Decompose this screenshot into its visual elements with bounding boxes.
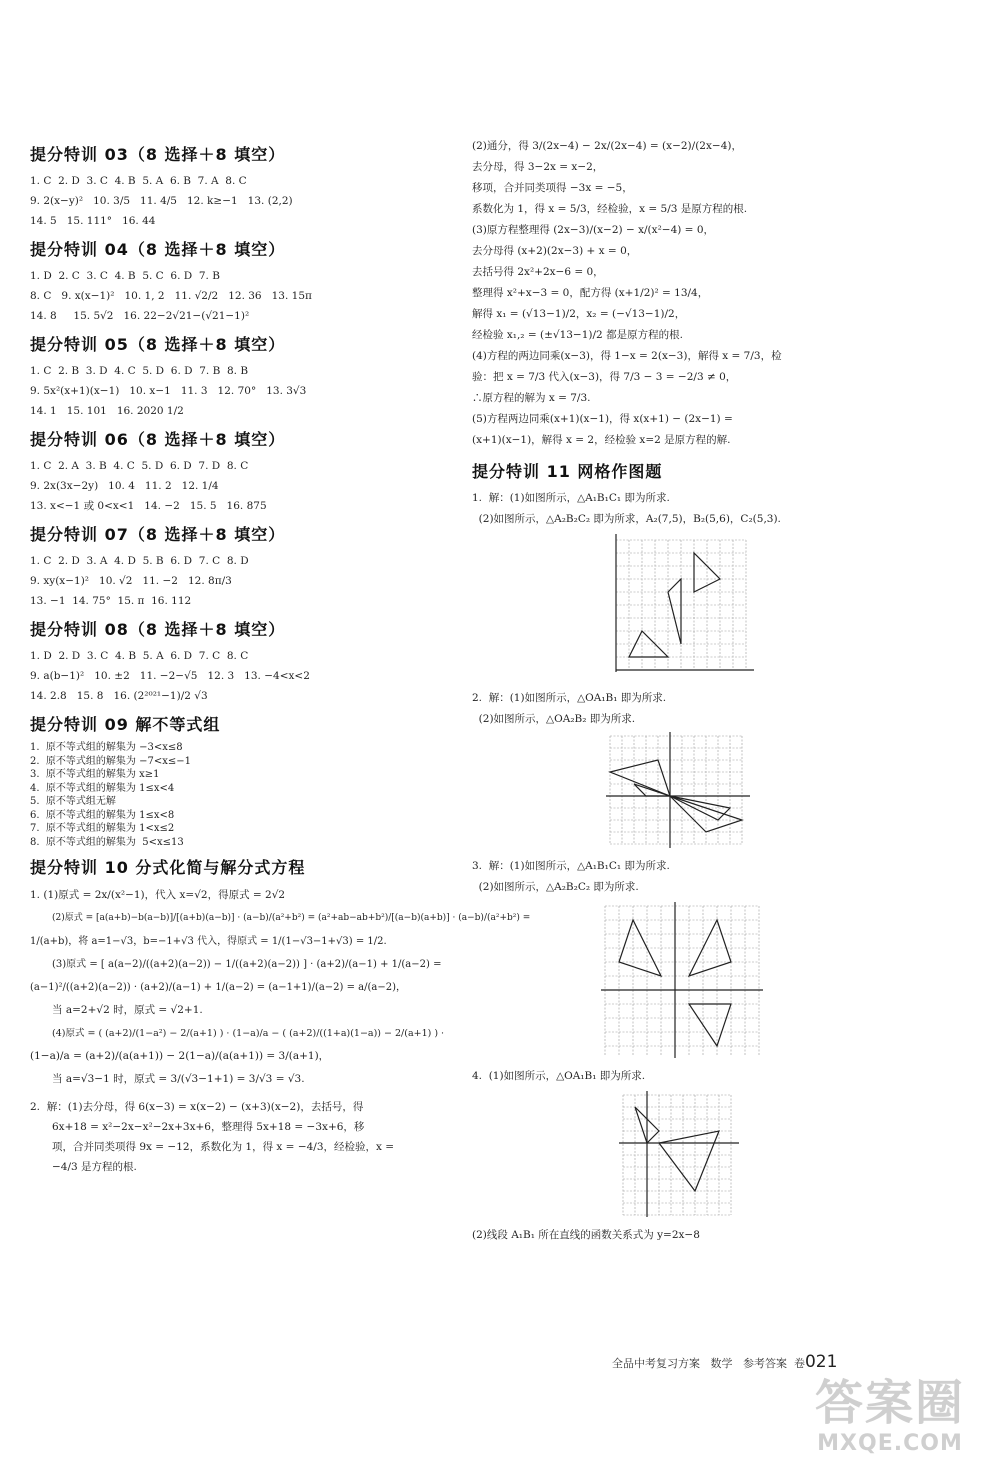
answer-line: 去分母，得 3−2x = x−2， <box>472 161 604 173</box>
answer-line: 移项，合并同类项得 −3x = −5， <box>472 182 633 194</box>
answer-line: 14. 8 15. 5√2 16. 22−2√21−(√21−1)² <box>30 310 250 322</box>
answer-line: (a−1)²/((a+2)(a−2)) · (a+2)/(a−1) + 1/(a−2) = (a−1+1)/(a−2) = a/(a−2)， <box>30 982 407 993</box>
answer-line: (5)方程两边同乘(x+1)(x−1)，得 x(x+1) − (2x−1) = <box>472 413 733 425</box>
answer-line: 当 a=√3−1 时，原式 = 3/(√3−1+1) = 3/√3 = √3. <box>52 1073 305 1085</box>
section-11 <box>472 459 912 1246</box>
grid-figure-4-svg <box>617 1089 747 1219</box>
answer-line: 经检验 x₁,₂ = (±√13−1)/2 都是原方程的根. <box>472 329 683 341</box>
answer-line: 9. 2x(3x−2y) 10. 4 11. 2 12. 1/4 <box>30 480 219 492</box>
answer-line: 项，合并同类项得 9x = −12，系数化为 1，得 x = −4/3，经检验，x = <box>52 1141 395 1153</box>
answer-line: 2. 解：(1)去分母，得 6(x−3) = x(x−2) − (x+3)(x−2)，去括号，得 <box>30 1101 364 1113</box>
answer-line: 13. x<−1 或 0<x<1 14. −2 15. 5 16. 875 <box>30 500 267 512</box>
answer-line: 9. xy(x−1)² 10. √2 11. −2 12. 8π/3 <box>30 575 232 587</box>
answer-line: 3. 解：(1)如图所示，△A₁B₁C₁ 即为所求. <box>472 860 670 872</box>
answer-line: 8. 原不等式组的解集为 5<x≤13 <box>30 836 184 848</box>
answer-line: 13. −1 14. 75° 15. π 16. 112 <box>30 595 192 607</box>
answer-line: 当 a=2+√2 时，原式 = √2+1. <box>52 1004 203 1016</box>
grid-figure-2-svg <box>602 732 752 850</box>
section-title: 提分特训 05（8 选择＋8 填空） <box>30 335 286 354</box>
section-05 <box>30 332 460 421</box>
answer-line: −4/3 是方程的根. <box>52 1161 137 1173</box>
section-10-continued <box>472 136 912 451</box>
answer-line: 去括号得 2x²+2x−6 = 0， <box>472 266 604 278</box>
answer-line: 1. 解：(1)如图所示，△A₁B₁C₁ 即为所求. <box>472 492 670 504</box>
answer-line: 6x+18 = x²−2x−x²−2x+3x+6，整理得 5x+18 = −3x+6，移 <box>52 1121 365 1133</box>
answer-line: 1. 原不等式组的解集为 −3<x≤8 <box>30 742 183 753</box>
right-column <box>472 136 912 1246</box>
answer-line: 1. C 2. A 3. B 4. C 5. D 6. D 7. D 8. C <box>30 460 249 472</box>
answer-line: (3)原方程整理得 (2x−3)/(x−2) − x/(x²−4) = 0， <box>472 224 715 236</box>
grid-figure-3-svg <box>597 900 767 1060</box>
answer-line: (4)方程的两边同乘(x−3)，得 1−x = 2(x−3)，解得 x = 7/3，检 <box>472 350 782 362</box>
answer-line: 14. 2.8 15. 8 16. (2²⁰²¹−1)/2 √3 <box>30 690 208 702</box>
section-10 <box>30 855 531 1177</box>
section-title: 提分特训 04（8 选择＋8 填空） <box>30 240 286 259</box>
section-title: 提分特训 09 解不等式组 <box>30 715 221 734</box>
section-title: 提分特训 06（8 选择＋8 填空） <box>30 430 286 449</box>
answer-line: 1/(a+b)，将 a=1−√3，b=−1+√3 代入，得原式 = 1/(1−√3−1+√3) = 1/2. <box>30 936 387 947</box>
page-footer <box>605 1339 905 1372</box>
answer-line: 3. 原不等式组的解集为 x≥1 <box>30 769 160 780</box>
answer-line: (2)如图所示，△OA₂B₂ 即为所求. <box>472 713 636 725</box>
page-number: 021 <box>804 1352 838 1372</box>
answer-line: (2)如图所示，△A₂B₂C₂ 即为所求，A₂(7,5)，B₂(5,6)，C₂(5,3). <box>472 513 781 525</box>
answer-line: 去分母得 (x+2)(2x−3) + x = 0， <box>472 245 638 257</box>
section-title: 提分特训 07（8 选择＋8 填空） <box>30 525 286 544</box>
watermark <box>790 1375 990 1465</box>
answer-line: 1. D 2. D 3. C 4. B 5. A 6. D 7. C 8. C <box>30 650 249 662</box>
answer-line: (3)原式 = [ a(a−2)/((a+2)(a−2)) − 1/((a+2)(a−2)) ] · (a+2)/(a−1) + 1/(a−2) = <box>52 959 442 970</box>
answer-line: 4. (1)如图所示，△OA₁B₁ 即为所求. <box>472 1070 646 1082</box>
grid-figure-1-svg <box>602 532 762 682</box>
answer-line: (1−a)/a = (a+2)/(a(a+1)) − 2(1−a)/(a(a+1)) = 3/(a+1)， <box>30 1050 330 1062</box>
answer-line: (4)原式 = ( (a+2)/(1−a²) − 2/(a+1) ) · (1−a)/a − ( (a+2)/((1+a)(1−a)) − 2/(a+1) ) · <box>52 1028 445 1039</box>
section-title: 提分特训 11 网格作图题 <box>472 462 663 481</box>
answer-line: 1. C 2. B 3. D 4. C 5. D 6. D 7. B 8. B <box>30 365 249 377</box>
section-title: 提分特训 10 分式化简与解分式方程 <box>30 858 306 877</box>
answer-line: 14. 5 15. 111° 16. 44 <box>30 215 156 227</box>
section-07 <box>30 522 460 611</box>
answer-line: (2)原式 = [a(a+b)−b(a−b)]/[(a+b)(a−b)] · (a−b)/(a²+b²) = (a²+ab−ab+b²)/[(a−b)(a+b)] · (a−b)/(a²+b²) = <box>52 913 531 923</box>
section-title: 提分特训 03（8 选择＋8 填空） <box>30 145 286 164</box>
section-08 <box>30 617 460 706</box>
answer-line: (2)如图所示，△A₂B₂C₂ 即为所求. <box>472 881 639 893</box>
answer-line: 5. 原不等式组无解 <box>30 796 116 807</box>
answer-line: (2)线段 A₁B₁ 所在直线的函数关系式为 y=2x−8 <box>472 1229 700 1241</box>
answer-line: 14. 1 15. 101 16. 2020 1/2 <box>30 405 184 417</box>
section-04 <box>30 237 460 326</box>
answer-line: 2. 解：(1)如图所示，△OA₁B₁ 即为所求. <box>472 692 667 704</box>
section-09 <box>30 712 460 849</box>
footer-text: 全品中考复习方案 数学 参考答案 卷 <box>612 1357 805 1370</box>
answer-line: 整理得 x²+x−3 = 0，配方得 (x+1/2)² = 13/4， <box>472 287 709 299</box>
section-03 <box>30 142 460 231</box>
grid-figure-1 <box>602 532 912 682</box>
answer-line: 1. C 2. D 3. A 4. D 5. B 6. D 7. C 8. D <box>30 555 249 567</box>
answer-line: 验：把 x = 7/3 代入(x−3)，得 7/3 − 3 = −2/3 ≠ 0， <box>472 371 737 383</box>
left-column <box>30 136 531 1177</box>
answer-line: 4. 原不等式组的解集为 1≤x<4 <box>30 782 175 794</box>
answer-line: ∴原方程的解为 x = 7/3. <box>472 392 591 404</box>
section-title: 提分特训 08（8 选择＋8 填空） <box>30 620 286 639</box>
answer-line: 系数化为 1，得 x = 5/3，经检验，x = 5/3 是原方程的根. <box>472 203 748 215</box>
grid-figure-4 <box>617 1089 912 1219</box>
answer-line: 6. 原不等式组的解集为 1≤x<8 <box>30 809 175 821</box>
answer-line: 1. D 2. C 3. C 4. B 5. C 6. D 7. B <box>30 270 220 282</box>
watermark-url-text: MXQE.COM <box>817 1431 963 1456</box>
answer-line: 9. 2(x−y)² 10. 3/5 11. 4/5 12. k≥−1 13. (2,2) <box>30 195 293 207</box>
grid-figure-2 <box>602 732 912 850</box>
answer-line: 2. 原不等式组的解集为 −7<x≤−1 <box>30 755 191 767</box>
answer-line: 1. C 2. D 3. C 4. B 5. A 6. B 7. A 8. C <box>30 175 247 187</box>
answer-line: 7. 原不等式组的解集为 1<x≤2 <box>30 823 175 834</box>
section-06 <box>30 427 460 516</box>
answer-line: (2)通分，得 3/(2x−4) − 2x/(2x−4) = (x−2)/(2x−4)， <box>472 140 742 152</box>
grid-figure-3 <box>597 900 912 1060</box>
answer-line: (x+1)(x−1)，解得 x = 2，经检验 x=2 是原方程的解. <box>472 434 731 446</box>
answer-line: 8. C 9. x(x−1)² 10. 1, 2 11. √2/2 12. 36 13. 15π <box>30 290 312 302</box>
answer-line: 9. 5x²(x+1)(x−1) 10. x−1 11. 3 12. 70° 13. 3√3 <box>30 385 307 397</box>
answer-line: 1. (1)原式 = 2x/(x²−1)，代入 x=√2，得原式 = 2√2 <box>30 889 286 901</box>
answer-line: 解得 x₁ = (√13−1)/2，x₂ = (−√13−1)/2， <box>472 308 686 320</box>
answer-line: 9. a(b−1)² 10. ±2 11. −2−√5 12. 3 13. −4<x<2 <box>30 670 310 682</box>
watermark-logo-text: 答案圈 <box>814 1375 965 1431</box>
